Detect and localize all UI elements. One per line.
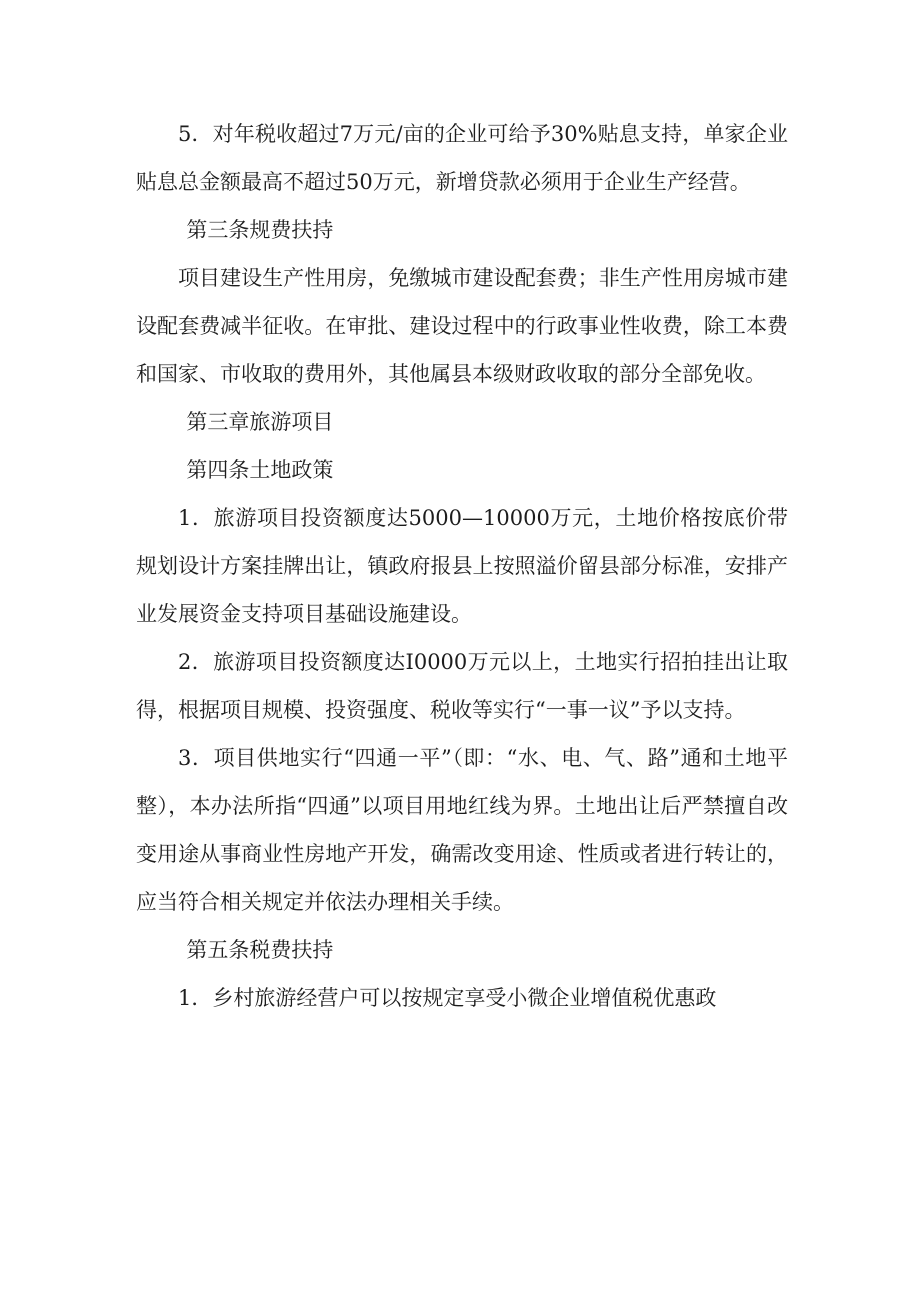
document-body [136, 110, 788, 1022]
paragraph-fee-exemption: 项目建设生产性用房，免缴城市建设配套费；非生产性用房城市建设配套费减半征收。在审批、建设过程中的行政事业性收费，除工本费和国家、市收取的费用外，其他属县本级财政收取的部分全部免收。 [136, 266, 788, 386]
section-heading-article-5: 第五条税费扶持 [186, 938, 334, 962]
section-heading-article-3: 第三条规费扶持 [186, 218, 334, 242]
paragraph-item-5-interest-subsidy: 5．对年税收超过7万元/亩的企业可给予30%贴息支持，单家企业贴息总金额最高不超过50万元，新增贷款必须用于企业生产经营。 [136, 122, 788, 194]
chapter-heading-3: 第三章旅游项目 [186, 410, 334, 434]
paragraph-item-3-land-supply: 3．项目供地实行“四通一平”（即：“水、电、气、路”通和土地平整），本办法所指“四通”以项目用地红线为界。土地出让后严禁擅自改变用途从事商业性房地产开发，确需改变用途、性质或者进行转让的，应当符合相关规定并依法办理相关手续。 [136, 746, 788, 914]
paragraph-item-2-land-auction: 2．旅游项目投资额度达I0000万元以上，土地实行招拍挂出让取得，根据项目规模、投资强度、税收等实行“一事一议”予以支持。 [136, 650, 788, 722]
section-heading-article-4: 第四条土地政策 [186, 458, 334, 482]
paragraph-item-1-tax-benefit: 1．乡村旅游经营户可以按规定享受小微企业增值税优惠政 [178, 986, 717, 1010]
paragraph-item-1-land-price: 1．旅游项目投资额度达5000—10000万元，土地价格按底价带规划设计方案挂牌出让，镇政府报县上按照溢价留县部分标准，安排产业发展资金支持项目基础设施建设。 [136, 506, 788, 626]
